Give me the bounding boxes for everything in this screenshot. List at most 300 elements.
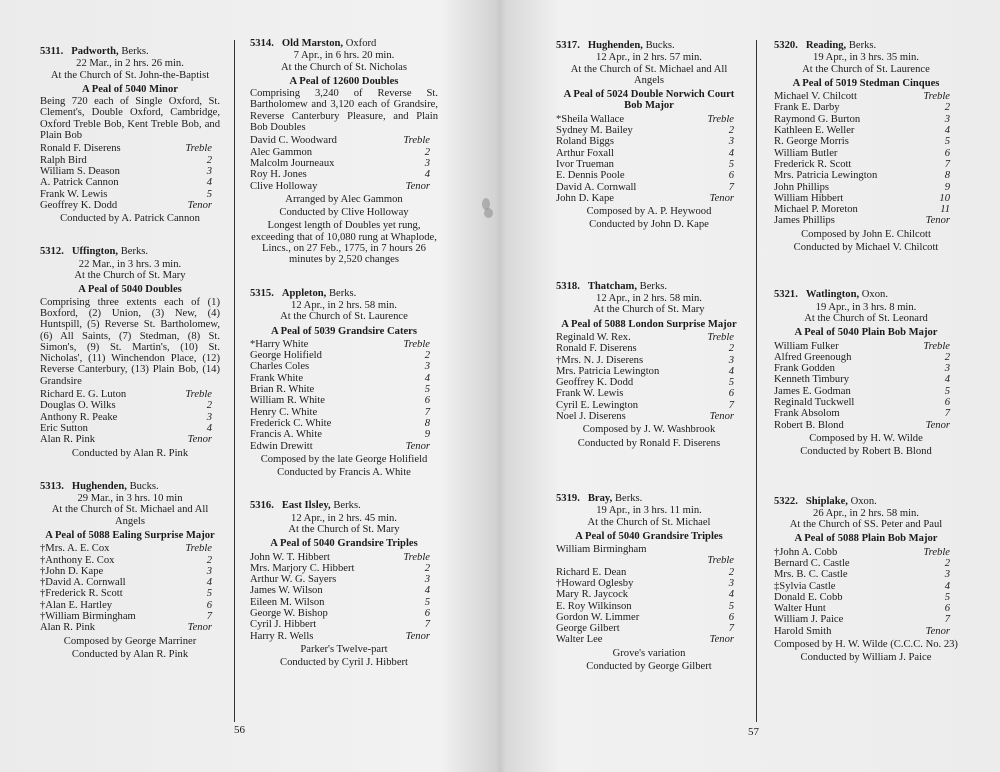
ringer-name: A. Patrick Cannon [40, 177, 119, 189]
ringer-bell: 2 [424, 350, 430, 362]
ringer-bell: 7 [424, 406, 430, 418]
ringer-name: Geoffrey K. Dodd [40, 199, 118, 211]
ringer-bell: 3 [944, 363, 950, 375]
ringer-row [556, 411, 742, 422]
peal-credit: Conducted by Robert B. Blond [800, 446, 932, 458]
ringer-name: Frederick R. Scott [774, 158, 852, 170]
ringer-name: †Anthony E. Cox [40, 554, 115, 566]
ringer-row [250, 597, 438, 608]
ringer-bell: 2 [728, 343, 734, 355]
ringer-bell: 6 [424, 395, 430, 407]
peal-header [774, 40, 958, 51]
ringer-row [250, 350, 438, 361]
ringer-bell: 5 [728, 600, 734, 612]
peal-number: 5321. [774, 289, 798, 301]
ringer-name: Douglas O. Wilks [40, 400, 116, 412]
ringer-row [774, 148, 958, 159]
ringer-name: Alfred Greenough [774, 351, 852, 363]
peal-date: 19 Apr., in 3 hrs. 11 min. [596, 505, 702, 517]
ringer-name: Frank Godden [774, 363, 835, 375]
ringer-name: Clive Holloway [250, 180, 318, 192]
peal-church: At the Church of St. Mary [593, 304, 705, 316]
ringer-bell: Treble [185, 389, 212, 401]
ringer-name: Kathleen E. Weller [774, 125, 855, 137]
ringer-bell: 3 [424, 157, 430, 169]
peal-county: Oxon. [850, 495, 877, 507]
ringer-bell: Tenor [709, 192, 734, 204]
peal-place: Appleton, [281, 287, 327, 299]
peal-title: A Peal of 5019 Stedman Cinques [792, 77, 940, 89]
ringer-bell: 2 [206, 400, 212, 412]
ringer-name: Kenneth Timbury [774, 374, 850, 386]
ringer-row [556, 601, 742, 612]
ringer-row [774, 352, 958, 363]
ringer-bell: 2 [728, 566, 734, 578]
ringer-name: Edwin Drewitt [250, 440, 313, 452]
ringer-name: Arthur W. G. Sayers [250, 574, 337, 586]
ringer-name: John D. Kape [556, 192, 614, 204]
peal-county: Bucks. [645, 40, 675, 51]
peal-county: Berks. [120, 246, 149, 258]
ringer-name: George Gilbert [556, 623, 620, 635]
ringer-row [250, 441, 438, 452]
peal-title: A Peal of 5088 Plain Bob Major [794, 533, 938, 545]
column-2 [250, 38, 438, 669]
ringer-bell: 6 [728, 611, 734, 623]
ringer-bell: Treble [185, 143, 212, 155]
ringer-row [774, 374, 958, 385]
peal-number: 5317. [556, 40, 580, 51]
ringer-row [556, 623, 742, 634]
peal-credit: Composed by George Marriner [63, 635, 197, 647]
peal-header [774, 289, 958, 300]
ringer-row [250, 429, 438, 440]
ringer-bell: 2 [424, 146, 430, 158]
ringer-bell: 4 [206, 577, 212, 589]
ringer-bell: 3 [206, 411, 212, 423]
ringer-row [40, 577, 220, 588]
ringer-row [556, 148, 742, 159]
peal-credit: Conducted by Clive Holloway [279, 207, 409, 219]
peal-church: At the Church of St. Laurence [802, 63, 930, 75]
peal-title: A Peal of 5040 Minor [82, 83, 178, 95]
ringer-name: Anthony R. Peake [40, 411, 118, 423]
peal-place: Hughenden, [587, 40, 643, 51]
ringer-bell: 11 [940, 204, 950, 216]
ringer-bell: 7 [944, 408, 950, 420]
peal-title: A Peal of 5088 London Surprise Major [561, 318, 737, 330]
ringer-bell: 6 [424, 608, 430, 620]
peal-place: Padworth, [71, 46, 119, 57]
ringer-bell: 3 [206, 565, 212, 577]
peal-date: 12 Apr., in 2 hrs. 57 min. [596, 52, 702, 64]
ringer-row [774, 102, 958, 113]
peal-title: A Peal of 5040 Plain Bob Major [794, 327, 938, 339]
ringer-bell: 2 [206, 554, 212, 566]
peal-number: 5320. [774, 40, 798, 51]
ringer-bell: Tenor [709, 634, 734, 646]
ringer-name: William Birmingham [556, 544, 647, 556]
ringer-bell: 4 [728, 589, 734, 601]
ringer-bell: Treble [403, 135, 430, 147]
peal-header [556, 493, 742, 504]
ringer-bell: Tenor [187, 199, 212, 211]
peal-credit: Conducted by Francis A. White [277, 467, 411, 479]
ringer-bell: 4 [424, 585, 430, 597]
ringer-bell: 2 [944, 102, 950, 114]
ringer-row [774, 386, 958, 397]
ringer-row [40, 588, 220, 599]
peal-title: A Peal of 5088 Ealing Surprise Major [45, 529, 215, 541]
ringer-bell: 3 [424, 574, 430, 586]
ringer-bell: 2 [944, 351, 950, 363]
ringer-name: Gordon W. Limmer [556, 611, 640, 623]
ringer-row [556, 555, 742, 566]
ringer-bell: 7 [424, 619, 430, 631]
ringer-bell: 2 [424, 562, 430, 574]
ringer-row [40, 389, 220, 400]
ringer-bell: 3 [206, 165, 212, 177]
ringer-bell: 7 [944, 158, 950, 170]
peal-church: At the Church of St. Laurence [280, 311, 408, 323]
ringer-name: John W. T. Hibbert [250, 551, 330, 563]
ringer-name: *Harry White [250, 338, 309, 350]
peal-header [556, 281, 742, 292]
ringer-row [556, 567, 742, 578]
ringer-name: Frank Absolom [774, 408, 840, 420]
page-number-left: 56 [234, 724, 245, 736]
ringer-row [250, 563, 438, 574]
peal-header [774, 496, 958, 507]
ringer-row [774, 363, 958, 374]
peal-description: Comprising 3,240 of Reverse St. Bartholomew and 3,120 each of Grandsire, Reverse Canterbury Pleasure, and Plain Bob Doubles [250, 88, 438, 134]
binding-spot [484, 208, 493, 218]
peal-credit: Composed by the late George Holifield [260, 453, 428, 465]
ringer-name: James W. Wilson [250, 585, 323, 597]
peal-county: Berks. [848, 40, 877, 51]
peal-entry [774, 496, 958, 664]
peal-place: Uffington, [71, 246, 119, 258]
ringer-row [556, 400, 742, 411]
peal-credit: Composed by H. W. Wilde [809, 432, 923, 444]
ringer-name: James E. Godman [774, 385, 851, 397]
ringer-bell: 3 [944, 113, 950, 125]
ringer-bell: 5 [944, 136, 950, 148]
peal-title: A Peal of 5040 Doubles [78, 284, 182, 296]
ringer-row [40, 177, 220, 188]
ringer-row [250, 585, 438, 596]
ringer-row [774, 170, 958, 181]
peal-note: Longest length of Doubles yet rung, exceeding that of 10,080 rung at Whaplode, Lincs., on 27 Feb., 1775, in 7 hours 26 minutes by 2,520 changes [251, 220, 437, 266]
ringer-row [40, 412, 220, 423]
ringer-name: Roy H. Jones [250, 169, 307, 181]
peal-county: Berks. [333, 500, 361, 512]
ringer-row [774, 182, 958, 193]
ringer-row [40, 543, 220, 554]
peal-county: Berks. [328, 287, 357, 299]
peal-title: A Peal of 5039 Grandsire Caters [270, 325, 418, 337]
peal-church: At the Church of St. Michael and All Angels [51, 504, 209, 527]
peal-entry [40, 46, 220, 224]
ringer-bell: Tenor [405, 630, 430, 642]
ringer-name: Mrs. Patricia Lewington [774, 170, 878, 182]
peal-place: Thatcham, [587, 280, 637, 292]
ringer-name: Alec Gammon [250, 146, 313, 158]
ringer-row [556, 589, 742, 600]
peal-title: A Peal of 5024 Double Norwich Court Bob Major [563, 89, 735, 112]
ringer-bell: Treble [707, 331, 734, 343]
ringer-row [556, 377, 742, 388]
ringer-bell: 5 [424, 596, 430, 608]
peal-credit: Composed by John E. Chilcott [801, 228, 931, 240]
ringer-name: Robert B. Blond [774, 419, 844, 431]
peal-header [40, 481, 220, 492]
peal-church: At the Church of St. Michael [587, 516, 711, 528]
ringer-bell: 2 [206, 154, 212, 166]
ringer-row [250, 158, 438, 169]
ringer-name: Mrs. Patricia Lewington [556, 365, 660, 377]
ringer-list [40, 389, 220, 445]
peal-number: 5311. [40, 46, 64, 57]
ringer-list [774, 341, 958, 431]
ringer-bell: 4 [944, 580, 950, 592]
ringer-bell: 3 [944, 569, 950, 581]
ringer-row [250, 619, 438, 630]
column-rule-left [234, 40, 235, 722]
ringer-row [40, 555, 220, 566]
column-4 [774, 40, 958, 664]
ringer-name: Walter Lee [556, 634, 603, 646]
ringer-row [40, 400, 220, 411]
peal-number: 5316. [250, 500, 274, 512]
peal-description: Being 720 each of Single Oxford, St. Clement's, Double Oxford, Cambridge, Oxford Treble Bob, Kent Treble Bob, and Plain Bob [40, 96, 220, 142]
ringer-bell: 6 [944, 603, 950, 615]
ringer-name: Frank E. Darby [774, 102, 840, 114]
column-1 [40, 46, 220, 660]
peal-date: 7 Apr., in 6 hrs. 20 min. [293, 50, 395, 62]
ringer-list [774, 547, 958, 637]
peal-church: At the Church of St. Nicholas [281, 61, 407, 73]
peal-place: Hughenden, [71, 480, 127, 492]
ringer-name: †John D. Kape [40, 565, 104, 577]
peal-header [250, 288, 438, 299]
ringer-bell: 4 [944, 125, 950, 137]
ringer-bell: 7 [728, 181, 734, 193]
peal-place: Reading, [805, 40, 847, 51]
ringer-name: William Fulker [774, 340, 839, 352]
ringer-row [250, 608, 438, 619]
ringer-name: Francis A. White [250, 429, 322, 441]
peal-number: 5318. [556, 280, 580, 292]
ringer-row [774, 136, 958, 147]
ringer-row [774, 592, 958, 603]
peal-entry [250, 288, 438, 479]
ringer-bell: 2 [944, 557, 950, 569]
ringer-row [774, 558, 958, 569]
ringer-bell: 4 [424, 372, 430, 384]
ringer-name: †David A. Cornwall [40, 577, 126, 589]
ringer-row [250, 395, 438, 406]
peal-county: Oxford [345, 38, 377, 49]
ringer-name: †Mrs. N. J. Diserens [556, 354, 644, 366]
ringer-name: William Butler [774, 147, 838, 159]
column-3 [556, 40, 742, 672]
peal-number: 5314. [250, 38, 274, 49]
peal-title: A Peal of 5040 Grandsire Triples [270, 538, 418, 550]
peal-entry [250, 38, 438, 266]
ringer-name: E. Dennis Poole [556, 170, 625, 182]
ringer-row [250, 361, 438, 372]
peal-credit: Conducted by A. Patrick Cannon [60, 213, 200, 225]
ringer-bell: 5 [944, 591, 950, 603]
peal-credit: Parker's Twelve-part [300, 643, 388, 655]
peal-place: East Ilsley, [281, 500, 331, 512]
ringer-name: Ronald F. Diserens [40, 143, 121, 155]
ringer-row [250, 384, 438, 395]
peal-credit: Conducted by Michael V. Chilcott [793, 242, 939, 254]
peal-county: Bucks. [129, 480, 159, 492]
ringer-name: George Holifield [250, 350, 322, 362]
ringer-row [774, 626, 958, 637]
ringer-name: E. Roy Wilkinson [556, 600, 632, 612]
ringer-name: Cyril E. Lewington [556, 399, 639, 411]
ringer-name: William Hibbert [774, 192, 844, 204]
peal-credit: Conducted by Alan R. Pink [71, 447, 189, 459]
ringer-row [40, 434, 220, 445]
ringer-bell: Treble [923, 340, 950, 352]
ringer-name: John Phillips [774, 181, 830, 193]
ringer-bell: 3 [728, 136, 734, 148]
ringer-name: Ivor Trueman [556, 158, 614, 170]
ringer-name: R. George Morris [774, 136, 849, 148]
ringer-row [250, 373, 438, 384]
ringer-bell: 8 [944, 170, 950, 182]
ringer-bell: Tenor [925, 419, 950, 431]
peal-credit: Composed by H. W. Wilde (C.C.C. No. 23) [774, 639, 958, 651]
peal-date: 29 Mar., in 3 hrs. 10 min [77, 493, 183, 505]
ringer-name: †John A. Cobb [774, 546, 838, 558]
ringer-bell: Tenor [405, 180, 430, 192]
ringer-bell: 7 [728, 399, 734, 411]
ringer-row [774, 603, 958, 614]
ringer-row [774, 125, 958, 136]
ringer-row [556, 388, 742, 399]
ringer-name: †William Birmingham [40, 611, 136, 623]
ringer-name: William S. Deason [40, 165, 120, 177]
ringer-bell: 6 [206, 599, 212, 611]
ringer-bell: 3 [728, 577, 734, 589]
ringer-bell: 6 [728, 388, 734, 400]
ringer-name: Donald E. Cobb [774, 591, 843, 603]
ringer-name: Michael P. Moreton [774, 204, 858, 216]
peal-date: 19 Apr., in 3 hrs. 8 min. [815, 301, 917, 313]
peal-credit: Composed by A. P. Heywood [586, 206, 712, 218]
ringer-name: Reginald Tuckwell [774, 397, 855, 409]
ringer-name: Frank White [250, 372, 304, 384]
ringer-row [774, 204, 958, 215]
ringer-bell: Treble [185, 543, 212, 555]
peal-county: Berks. [639, 280, 668, 292]
ringer-row [774, 341, 958, 352]
peal-church: At the Church of St. Mary [74, 270, 186, 282]
ringer-name: Mrs. B. C. Castle [774, 569, 848, 581]
ringer-name: Brian R. White [250, 384, 315, 396]
peal-entry [40, 481, 220, 660]
ringer-list [40, 143, 220, 211]
ringer-name: †Frederick R. Scott [40, 588, 123, 600]
peal-description: Comprising three extents each of (1) Boxford, (2) Union, (3) New, (4) Huntspill, (5) Reverse St. Bartholomew, (6) All Saints, (7) Stedman, (8) St. Simon's, (9) St. Martin's, (10) St. Nicholas', (11) Winchendon Place, (12) Reverse Canterbury, (13) Plain Bob, (14) Grandsire [40, 296, 220, 387]
ringer-name: †Howard Oglesby [556, 577, 634, 589]
ringer-bell: 2 [728, 125, 734, 137]
ringer-row [250, 147, 438, 158]
peal-title: A Peal of 12600 Doubles [289, 75, 399, 87]
ringer-row [774, 547, 958, 558]
ringer-row [40, 155, 220, 166]
ringer-row [556, 170, 742, 181]
ringer-bell: 5 [424, 384, 430, 396]
ringer-name: Frank W. Lewis [556, 388, 624, 400]
ringer-list [556, 332, 742, 422]
peal-date: 12 Apr., in 2 hrs. 58 min. [291, 299, 397, 311]
ringer-bell: 4 [424, 169, 430, 181]
ringer-name: Frank W. Lewis [40, 188, 108, 200]
ringer-name: William R. White [250, 395, 325, 407]
ringer-bell: 3 [424, 361, 430, 373]
ringer-bell: 5 [728, 377, 734, 389]
ringer-list [556, 114, 742, 204]
ringer-row [774, 420, 958, 431]
ringer-row [556, 125, 742, 136]
ringer-bell: 6 [944, 397, 950, 409]
ringer-name: Raymond G. Burton [774, 113, 861, 125]
peal-date: 22 Mar., in 2 hrs. 26 min. [76, 58, 184, 70]
peal-number: 5322. [774, 495, 798, 507]
ringer-row [40, 189, 220, 200]
ringer-name: Alan R. Pink [40, 622, 96, 634]
ringer-bell: 10 [939, 192, 950, 204]
ringer-bell: Tenor [187, 434, 212, 446]
ringer-row [774, 614, 958, 625]
ringer-row [40, 600, 220, 611]
ringer-list [250, 552, 438, 642]
ringer-name: Richard E. G. Luton [40, 389, 127, 401]
ringer-bell: Tenor [925, 625, 950, 637]
peal-entry [774, 40, 958, 253]
page-number-right: 57 [748, 726, 759, 738]
ringer-bell: 4 [206, 422, 212, 434]
ringer-row [556, 355, 742, 366]
peal-number: 5312. [40, 246, 64, 258]
peal-credit: Conducted by William J. Paice [800, 652, 932, 664]
ringer-bell: 5 [206, 188, 212, 200]
ringer-name: Ronald F. Diserens [556, 343, 637, 355]
ringer-row [250, 631, 438, 642]
ringer-row [556, 159, 742, 170]
ringer-bell: 6 [728, 170, 734, 182]
peal-header [250, 500, 438, 511]
ringer-name: Walter Hunt [774, 603, 826, 615]
ringer-row [40, 200, 220, 211]
ringer-row [250, 135, 438, 146]
peal-entry [40, 246, 220, 458]
ringer-row [556, 332, 742, 343]
peal-credit: Arranged by Alec Gammon [285, 193, 403, 205]
ringer-row [774, 408, 958, 419]
ringer-name: Noel J. Diserens [556, 411, 626, 423]
peal-date: 22 Mar., in 3 hrs. 3 min. [78, 258, 182, 270]
ringer-row [556, 136, 742, 147]
ringer-row [774, 581, 958, 592]
